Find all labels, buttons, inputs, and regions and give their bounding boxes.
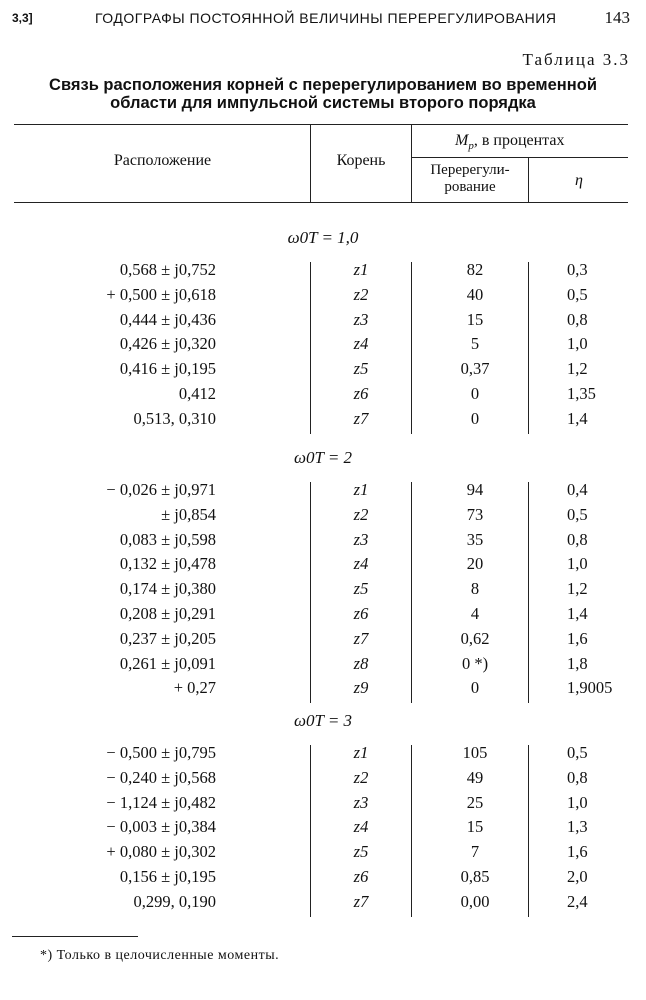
eta-value: 1,8 <box>567 654 588 673</box>
root-position: 0,237 ± j0,205 <box>119 629 216 648</box>
page-number: 143 <box>604 8 630 27</box>
root-label: z4 <box>353 554 369 573</box>
caption-line-1: Связь расположения корней с перерегулированием во временной <box>49 76 597 94</box>
root-label: z7 <box>353 892 369 911</box>
overshoot-value: 0 <box>470 409 480 428</box>
eta-value: 1,0 <box>567 793 588 812</box>
overshoot-value: 0,37 <box>460 359 490 378</box>
overshoot-value: 49 <box>466 768 484 787</box>
eta-value: 2,0 <box>567 867 588 886</box>
root-position: + 0,500 ± j0,618 <box>106 285 216 304</box>
root-label: z6 <box>353 384 369 403</box>
section-divider-1 <box>310 745 311 917</box>
section-title: ω0T = 1,0 <box>287 228 359 247</box>
overshoot-value: 0,85 <box>460 867 490 886</box>
column-header-eta: η <box>575 172 583 189</box>
section-title: ω0T = 3 <box>293 711 353 730</box>
root-position: 0,426 ± j0,320 <box>119 334 216 353</box>
root-label: z2 <box>353 505 369 524</box>
overshoot-header-line-1: Перерегули- <box>430 162 510 178</box>
root-position: − 0,240 ± j0,568 <box>106 768 216 787</box>
overshoot-value: 0,00 <box>460 892 490 911</box>
overshoot-value: 0 *) <box>461 654 489 673</box>
eta-value: 0,3 <box>567 260 588 279</box>
root-label: z4 <box>353 334 369 353</box>
running-title: ГОДОГРАФЫ ПОСТОЯННОЙ ВЕЛИЧИНЫ ПЕРЕРЕГУЛИРОВАНИЯ <box>95 10 557 26</box>
root-label: z5 <box>353 842 369 861</box>
root-position: 0,261 ± j0,091 <box>119 654 216 673</box>
root-label: z7 <box>353 629 369 648</box>
root-label: z2 <box>353 285 369 304</box>
root-position: − 0,026 ± j0,971 <box>106 480 216 499</box>
overshoot-value: 15 <box>466 817 484 836</box>
column-header-overshoot <box>413 162 527 196</box>
eta-value: 0,8 <box>567 530 588 549</box>
overshoot-value: 82 <box>466 260 484 279</box>
overshoot-value: 40 <box>466 285 484 304</box>
root-position: − 1,124 ± j0,482 <box>106 793 216 812</box>
root-position: 0,444 ± j0,436 <box>119 310 216 329</box>
eta-value: 1,6 <box>567 629 588 648</box>
eta-value: 1,2 <box>567 579 588 598</box>
table-caption <box>20 76 626 112</box>
root-position: ± j0,854 <box>161 505 216 524</box>
footnote: *) Только в целочисленные моменты. <box>40 948 280 963</box>
eta-value: 1,35 <box>567 384 596 403</box>
section-title: ω0T = 2 <box>293 448 353 467</box>
section-divider-2 <box>411 745 412 917</box>
overshoot-value: 20 <box>466 554 484 573</box>
root-position: 0,132 ± j0,478 <box>119 554 216 573</box>
eta-value: 1,9005 <box>567 678 613 697</box>
section-divider-2 <box>411 482 412 703</box>
root-label: z7 <box>353 409 369 428</box>
eta-value: 1,2 <box>567 359 588 378</box>
table-label: Таблица 3.3 <box>522 50 630 69</box>
footnote-rule <box>12 936 138 937</box>
eta-value: 1,6 <box>567 842 588 861</box>
eta-value: 0,8 <box>567 768 588 787</box>
root-position: 0,412 <box>178 384 216 403</box>
section-number: 3,3] <box>12 11 33 25</box>
root-position: 0,299, 0,190 <box>133 892 216 911</box>
root-position: − 0,003 ± j0,384 <box>106 817 216 836</box>
root-label: z5 <box>353 579 369 598</box>
root-label: z1 <box>353 743 369 762</box>
overshoot-value: 94 <box>466 480 484 499</box>
header-divider-1 <box>310 124 311 202</box>
eta-value: 0,8 <box>567 310 588 329</box>
eta-value: 2,4 <box>567 892 588 911</box>
eta-value: 1,0 <box>567 334 588 353</box>
overshoot-value: 8 <box>470 579 480 598</box>
overshoot-value: 15 <box>466 310 484 329</box>
overshoot-value: 0 <box>470 384 480 403</box>
column-header-mp: $M_p$, в процентах <box>455 132 565 153</box>
root-position: 0,513, 0,310 <box>133 409 216 428</box>
root-label: z2 <box>353 768 369 787</box>
root-position: 0,156 ± j0,195 <box>119 867 216 886</box>
column-header-position: Расположение <box>113 152 212 169</box>
root-position: − 0,500 ± j0,795 <box>106 743 216 762</box>
overshoot-value: 7 <box>470 842 480 861</box>
eta-value: 0,5 <box>567 743 588 762</box>
root-label: z6 <box>353 604 369 623</box>
root-position: 0,174 ± j0,380 <box>119 579 216 598</box>
overshoot-header-line-2: рование <box>444 179 496 195</box>
overshoot-value: 0,62 <box>460 629 490 648</box>
overshoot-value: 25 <box>466 793 484 812</box>
root-position: 0,083 ± j0,598 <box>119 530 216 549</box>
root-label: z3 <box>353 793 369 812</box>
section-divider-1 <box>310 262 311 434</box>
overshoot-value: 0 <box>470 678 480 697</box>
root-label: z1 <box>353 480 369 499</box>
section-divider-3 <box>528 482 529 703</box>
root-label: z3 <box>353 310 369 329</box>
root-label: z3 <box>353 530 369 549</box>
root-position: 0,416 ± j0,195 <box>119 359 216 378</box>
root-position: + 0,080 ± j0,302 <box>106 842 216 861</box>
header-divider-3 <box>528 157 529 202</box>
root-position: 0,208 ± j0,291 <box>119 604 216 623</box>
overshoot-value: 4 <box>470 604 480 623</box>
root-label: z9 <box>353 678 369 697</box>
section-divider-3 <box>528 262 529 434</box>
eta-value: 1,3 <box>567 817 588 836</box>
section-divider-2 <box>411 262 412 434</box>
header-divider-2 <box>411 124 412 202</box>
column-header-root: Корень <box>336 152 386 169</box>
eta-value: 0,4 <box>567 480 588 499</box>
caption-line-2: области для импульсной системы второго порядка <box>110 94 536 112</box>
root-label: z6 <box>353 867 369 886</box>
eta-value: 1,4 <box>567 604 588 623</box>
section-divider-1 <box>310 482 311 703</box>
eta-value: 1,4 <box>567 409 588 428</box>
eta-value: 1,0 <box>567 554 588 573</box>
root-label: z5 <box>353 359 369 378</box>
root-position: 0,568 ± j0,752 <box>119 260 216 279</box>
overshoot-value: 5 <box>470 334 480 353</box>
overshoot-value: 35 <box>466 530 484 549</box>
table-header-rule <box>14 202 628 203</box>
eta-value: 0,5 <box>567 505 588 524</box>
root-label: z4 <box>353 817 369 836</box>
table-top-rule <box>14 124 628 125</box>
section-divider-3 <box>528 745 529 917</box>
mp-sub-rule <box>412 157 628 158</box>
root-label: z8 <box>353 654 369 673</box>
eta-value: 0,5 <box>567 285 588 304</box>
overshoot-value: 105 <box>462 743 488 762</box>
root-position: + 0,27 <box>173 678 216 697</box>
overshoot-value: 73 <box>466 505 484 524</box>
root-label: z1 <box>353 260 369 279</box>
